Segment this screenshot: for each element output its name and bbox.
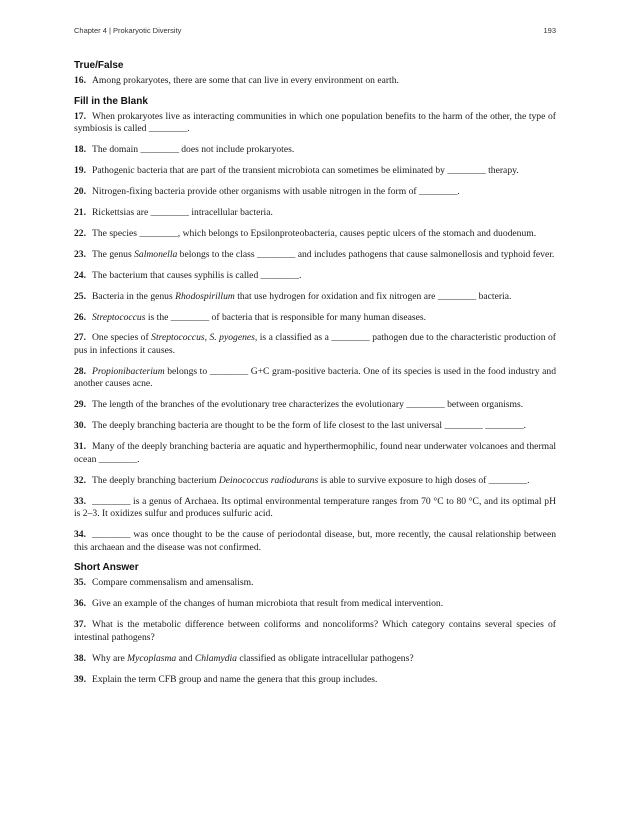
question-text: Why are [92,652,128,664]
question-item [74,207,556,220]
question-number: 16. [74,75,86,86]
question-number: 37. [74,619,86,631]
question-number: 28. [74,365,86,377]
question-text: , is a classified as a ________ pathogen due to the characteristic production of pus in infections it causes. [74,332,557,356]
question-text: Give an example of the changes of human microbiota that result from medical intervention. [92,598,444,610]
question-number: 22. [74,227,86,239]
question-text: The deeply branching bacterium [92,474,219,486]
question-item [74,674,556,687]
question-number: 31. [74,441,86,453]
question-item [74,332,556,357]
question-text-italic: Rhodospirillum [175,290,235,302]
question-number: 24. [74,269,86,281]
question-number: 39. [74,673,86,685]
question-text-italic: Streptococcus, S. pyogenes [151,332,255,344]
question-item [74,577,556,590]
question-item [74,228,556,241]
page-number: 193 [543,26,556,35]
question-number: 27. [74,332,86,344]
question-text: When prokaryotes live as interacting communities in which one population benefits to the harm of the other, the type of symbiosis is called ________. [74,110,556,135]
question-text: Explain the term CFB group and name the genera that this group includes. [92,673,378,685]
question-number: 30. [74,420,86,432]
question-number: 26. [74,311,86,323]
question-number: 32. [74,474,86,486]
question-number: 17. [74,110,86,122]
question-text: is the ________ of bacteria that is responsible for many human diseases. [145,311,427,323]
question-item [74,619,556,644]
question-item [74,111,556,136]
question-item [74,475,556,488]
question-text: belongs to ________ G+C gram-positive bacteria. One of its species is used in the food industry and another causes acne. [74,365,556,390]
question-number: 33. [74,495,86,507]
question-number: 25. [74,290,86,302]
running-header [74,26,556,38]
question-item [74,366,556,391]
question-item [74,144,556,157]
question-item [74,75,556,88]
question-text: The length of the branches of the evolutionary tree characterizes the evolutionary ________ between organisms. [92,399,524,411]
question-text: ________ was once thought to be the cause of periodontal disease, but, more recently, the causal relationship between this archaean and the disease was not confirmed. [74,529,556,553]
section-true-false [74,60,556,88]
question-item [74,312,556,325]
question-number: 35. [74,577,86,589]
question-item [74,270,556,283]
question-item [74,420,556,433]
question-item [74,186,556,199]
question-number: 23. [74,248,86,260]
question-text: that use hydrogen for oxidation and fix nitrogen are ________ bacteria. [234,290,512,302]
question-text: is able to survive exposure to high doses of ________. [318,474,530,486]
question-text-italic: Propionibacterium [92,365,165,377]
question-item [74,291,556,304]
question-text: What is the metabolic difference between coliforms and noncoliforms? Which category contains several species of intestinal pathogens? [74,619,556,643]
question-number: 20. [74,186,86,198]
questions-content [74,60,556,695]
question-text: Rickettsias are ________ intracellular bacteria. [92,207,273,219]
question-item [74,249,556,262]
section-fill-in-the-blank [74,96,556,554]
question-text: Bacteria in the genus [92,290,176,302]
question-text: Many of the deeply branching bacteria are aquatic and hyperthermophilic, found near underwater volcanoes and thermal ocean ________. [74,441,556,465]
question-item [74,529,556,554]
question-text: Among prokaryotes, there are some that can live in every environment on earth. [92,75,399,86]
question-text-italic: Streptococcus [92,311,146,323]
question-text-italic: Mycoplasma [127,652,177,664]
question-item [74,496,556,521]
question-item [74,165,556,178]
question-text: and [176,652,195,664]
question-text-italic: Salmonella [134,248,178,260]
question-number: 19. [74,165,86,177]
question-text: ________ is a genus of Archaea. Its optimal environmental temperature ranges from 70 °C to 80 °C, and its optimal pH is 2–3. It oxidizes sulfur and produces sulfuric acid. [74,495,556,520]
question-text-italic: Chlamydia [194,652,237,664]
question-text: belongs to the class ________ and includes pathogens that cause salmonellosis and typhoid fever. [177,248,555,260]
question-text: The species ________, which belongs to Epsilonproteobacteria, causes peptic ulcers of the stomach and duodenum. [92,227,537,239]
section-heading: Short Answer [74,562,139,574]
question-text: The genus [92,248,135,260]
question-number: 38. [74,652,86,664]
question-number: 29. [74,399,86,411]
question-text: The deeply branching bacteria are thought to be the form of life closest to the last universal ________ ________. [92,420,526,432]
section-short-answer [74,562,556,686]
question-text: One species of [92,332,152,344]
section-heading: Fill in the Blank [74,95,148,107]
question-text: The bacterium that causes syphilis is called ________. [92,269,302,281]
question-text-italic: Deinococcus radiodurans [218,474,319,486]
question-number: 21. [74,207,86,219]
question-text: Compare commensalism and amensalism. [92,577,254,589]
question-item [74,598,556,611]
question-text: Nitrogen-fixing bacteria provide other organisms with usable nitrogen in the form of ________. [92,186,460,198]
question-item [74,399,556,412]
question-item [74,441,556,466]
question-number: 18. [74,144,86,156]
question-number: 36. [74,598,86,610]
question-number: 34. [74,529,86,540]
question-text: The domain ________ does not include prokaryotes. [92,144,295,156]
question-item [74,653,556,666]
section-heading: True/False [74,60,124,71]
question-text: Pathogenic bacteria that are part of the transient microbiota can sometimes be eliminated by ________ therapy. [92,165,519,177]
chapter-title: Chapter 4 | Prokaryotic Diversity [74,26,182,35]
question-text: classified as obligate intracellular pathogens? [236,652,414,664]
